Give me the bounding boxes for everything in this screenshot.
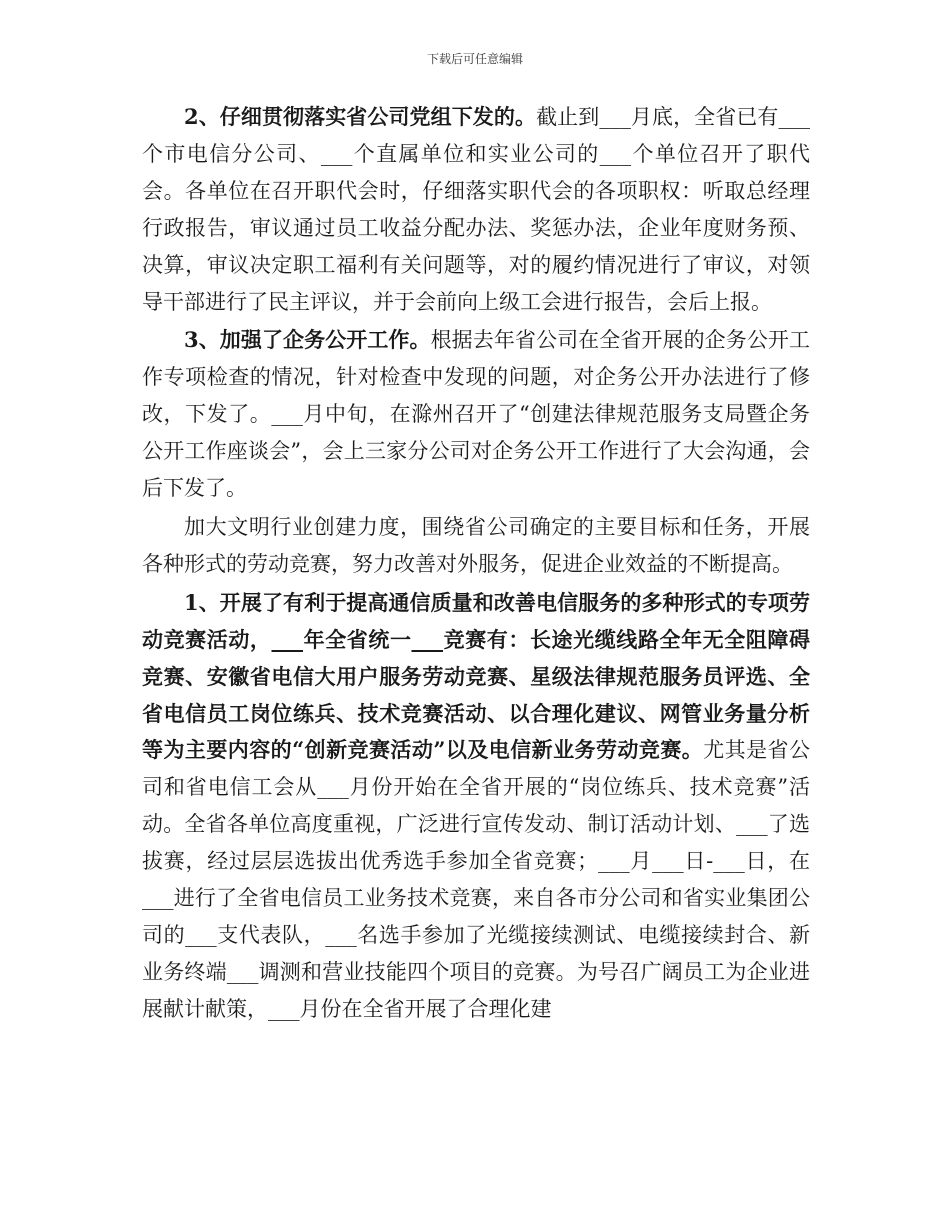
paragraph-1-labor-competitions <box>142 585 810 1028</box>
paragraph-text: 截止到___月底，全省已有___个市电信分公司、___个直属单位和实业公司的___个单位召开了职代会。各单位在召开职代会时，仔细落实职代会的各项职权：听取总经理行政报告，审议通过员工收益分配办法、奖惩办法，企业年度财务预、决算，审议决定职工福利有关问题等，对的履约情况进行了审议，对领导干部进行了民主评议，并于会前向上级工会进行报告，会后上报。 <box>142 105 810 314</box>
paragraph-heading: 1、开展了有利于提高通信质量和改善电信服务的多种形式的专项劳动竞赛活动，___年全省统一___竞赛有：长途光缆线路全年无全阻障碍竞赛、安徽省电信大用户服务劳动竞赛、星级法律规范服务员评选、全省电信员工岗位练兵、技术竞赛活动、以合理化建议、网管业务量分析等为主要内容的“创新竞赛活动”以及电信新业务劳动竞赛。 <box>142 589 810 763</box>
paragraph-text: 尤其是省公司和省电信工会从___月份开始在全省开展的“岗位练兵、技术竞赛”活动。全省各单位高度重视，广泛进行宣传发动、制订活动计划、___了选拔赛，经过层层选拔出优秀选手参加全省竞赛；___月___日-___日，在___进行了全省电信员工业务技术竞赛，来自各市分公司和省实业集团公司的___支代表队，___名选手参加了光缆接续测试、电缆接续封合、新业务终端___调测和营业技能四个项目的竞赛。为号召广阔员工为企业进展献计献策，___月份在全省开展了合理化建 <box>142 738 811 1021</box>
paragraph-text: 加大文明行业创建力度，围绕省公司确定的主要目标和任务，开展各种形式的劳动竞赛，努力改善对外服务，促进企业效益的不断提高。 <box>142 514 810 576</box>
paragraph-heading: 3、加强了企务公开工作。 <box>184 327 431 353</box>
paragraph-2-staff-congress <box>142 99 810 320</box>
paragraph-text: 根据去年省公司在全省开展的企务公开工作专项检查的情况，针对检查中发现的问题，对企务公开办法进行了修改，下发了。___月中旬，在滁州召开了“创建法律规范服务支局暨企务公开工作座谈会”，会上三家分公司对企务公开工作进行了大会沟通，会后下发了。 <box>142 328 810 501</box>
document-body <box>142 99 810 1028</box>
paragraph-heading: 2、仔细贯彻落实省公司党组下发的。 <box>184 104 537 129</box>
page-header: 下载后可任意编辑 <box>426 52 523 66</box>
paragraph-civilized-industry <box>142 509 810 583</box>
paragraph-3-affairs-disclosure <box>142 322 810 507</box>
